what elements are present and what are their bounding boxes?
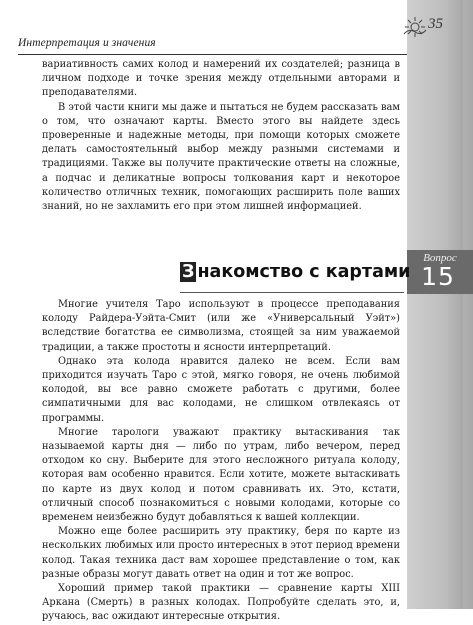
intro-text-block	[42, 58, 400, 214]
section-heading-dropcap: З	[182, 262, 195, 282]
paragraph: Можно еще более расширить эту практику, беря по карте из нескольких любимых или просто интересных в этот период времени колод. Такая техника даст вам хорошее представление о том, как разные образы могут давать ответ на один и тот же вопрос.	[42, 526, 400, 580]
question-badge-label: Вопрос	[423, 252, 457, 264]
paragraph: вариативность самих колод и намерений их создателей; разница в личном подходе и точке зрения между отдельными авторами и преподавателями.	[42, 59, 400, 99]
running-header-title: Интерпретация и значения	[18, 37, 156, 49]
section-heading-rule	[180, 292, 404, 293]
side-margin-shade	[445, 0, 463, 609]
paragraph: Многие учителя Таро используют в процессе преподавания колоду Райдера-Уэйта-Смит (или же «Универсальный Уэйт») вследствие богатства ее символизма, стоящей за ним уважаемой традиции, а также простоты и ясности интерпретаций.	[42, 299, 400, 353]
side-margin-strip	[407, 0, 473, 609]
paragraph: Хороший пример такой практики — сравнение карты XIII Аркана (Смерть) в разных колодах. Попробуйте сделать это, и, ручаюсь, вас ожидают интересные открытия.	[42, 583, 400, 623]
page-number: 35	[428, 16, 443, 32]
section-heading	[180, 262, 410, 282]
paragraph: Многие тарологи уважают практику вытаскивания так называемой карты дня — либо по утрам, либо вечером, перед отходом ко сну. Выберите для этого несложного ритуала колоду, которая вам особенно нравится. Если хотите, можете вытаскивать по карте из двух колод и потом сравнивать их. Это, кстати, отличный способ познакомиться с новыми колодами, которые со временем неизбежно будут добавляться к вашей коллекции.	[42, 426, 400, 524]
paragraph: В этой части книги мы даже и пытаться не будем рассказать вам о том, что означают карты. Вместо этого вы найдете здесь проверенные и надежные методы, при помощи которых сможете делать самостоятельный выбор между разными системами и традициями. Также вы получите практические ответы на сложные, а подчас и деликатные вопросы толкования карт и некоторое количество отличных техник, помогающих расширить поле ваших знаний, но не захламить его при этом лишней информацией.	[42, 101, 400, 213]
main-text-block	[42, 298, 400, 625]
running-header	[18, 37, 407, 55]
paragraph: Однако эта колода нравится далеко не всем. Если вам приходится изучать Таро с этой, мягко говоря, не очень любимой колодой, вы все равно сможете работать с другими, более симпатичными для вас колодами, не слишком отвлекаясь от программы.	[42, 355, 400, 424]
section-heading-text: накомство с картами	[197, 262, 411, 282]
question-badge-number: 15	[421, 262, 455, 291]
